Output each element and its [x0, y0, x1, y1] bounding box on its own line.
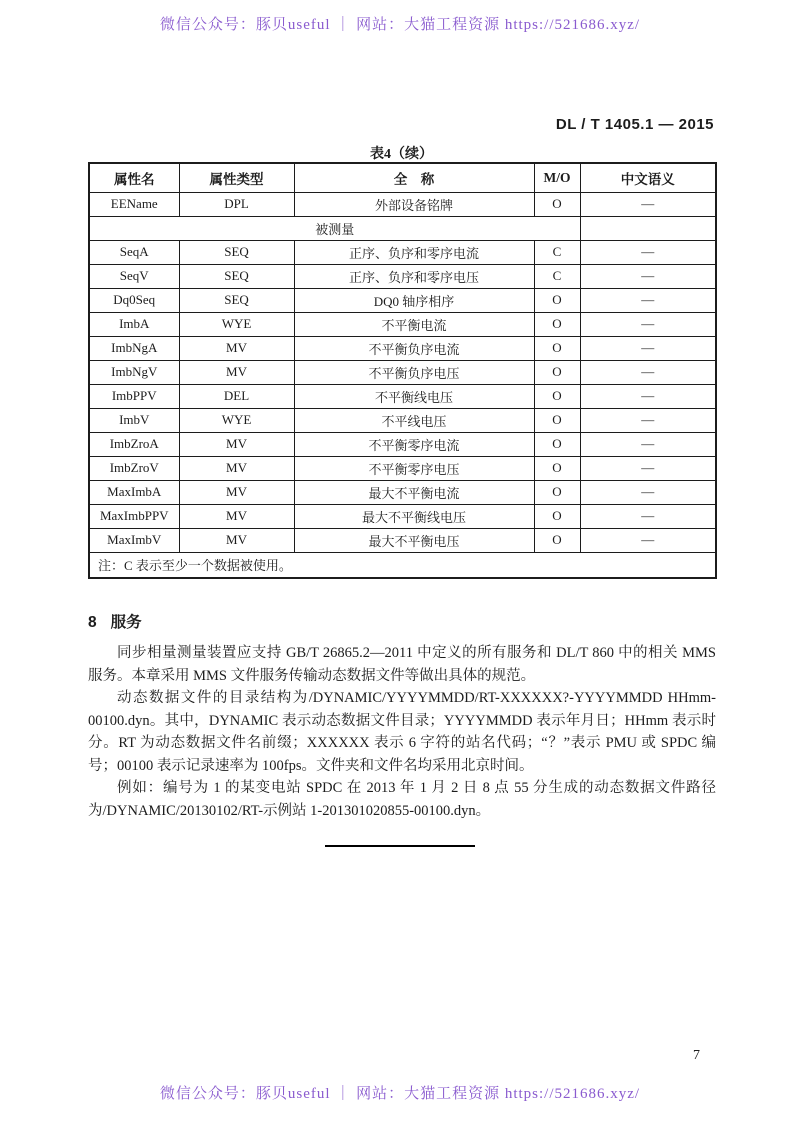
table-cell: WYE	[179, 408, 294, 432]
table-cell: 正序、负序和零序电压	[294, 264, 534, 288]
table-cell: ImbNgV	[89, 360, 179, 384]
table-row	[89, 528, 716, 552]
table-cell: —	[580, 528, 716, 552]
table-cell: —	[580, 384, 716, 408]
table-cell: C	[534, 240, 580, 264]
table-cell: ImbNgA	[89, 336, 179, 360]
table-cell: O	[534, 528, 580, 552]
table-row	[89, 456, 716, 480]
section-heading	[88, 610, 142, 632]
table-cell: O	[534, 432, 580, 456]
table-cell: 不平衡负序电流	[294, 336, 534, 360]
table-cell: 最大不平衡电流	[294, 480, 534, 504]
table-cell: O	[534, 456, 580, 480]
table-cell: O	[534, 336, 580, 360]
table-cell: SeqA	[89, 240, 179, 264]
table-cell: ImbPPV	[89, 384, 179, 408]
table-row	[89, 312, 716, 336]
table-cell: MaxImbPPV	[89, 504, 179, 528]
group-row	[89, 216, 716, 240]
table-header-row	[89, 163, 716, 192]
table-cell: SEQ	[179, 240, 294, 264]
table-cell: 不平线电压	[294, 408, 534, 432]
table-cell: SEQ	[179, 264, 294, 288]
table-cell: 不平衡零序电流	[294, 432, 534, 456]
table-cell: 最大不平衡线电压	[294, 504, 534, 528]
column-header: M/O	[534, 163, 580, 192]
table-cell: —	[580, 336, 716, 360]
column-header: 属性类型	[179, 163, 294, 192]
doc-number: DL / T 1405.1 — 2015	[555, 116, 714, 133]
table-cell: ImbZroA	[89, 432, 179, 456]
column-header: 全 称	[294, 163, 534, 192]
table-cell: 正序、负序和零序电流	[294, 240, 534, 264]
column-header: 中文语义	[580, 163, 716, 192]
table-cell: MV	[179, 504, 294, 528]
group-label-cell: 被测量	[89, 216, 580, 240]
watermark-bottom: 微信公众号：豚贝useful ｜ 网站：大猫工程资源 https://521686.xyz/	[159, 1086, 641, 1102]
table-cell: —	[580, 432, 716, 456]
table-cell: 不平衡零序电压	[294, 456, 534, 480]
paragraph: 动态数据文件的目录结构为/DYNAMIC/YYYYMMDD/RT-XXXXXX?-YYYYMMDD HHmm-00100.dyn。其中，DYNAMIC 表示动态数据文件目录；YYYYMMDD 表示年月日；HHmm 表示时分。RT 为动态数据文件名前缀；XXXXXX 表示 6 字符的站名代码；“？”表示 PMU 或 SPDC 编号；00100 表示记录速率为 100fps。文件夹和文件名均采用北京时间。	[88, 690, 716, 774]
table-cell: MV	[179, 456, 294, 480]
note-row	[89, 552, 716, 578]
table-cell: —	[580, 240, 716, 264]
table-cell: —	[580, 360, 716, 384]
table-cell: 不平衡负序电压	[294, 360, 534, 384]
empty-cell	[580, 216, 716, 240]
table-row	[89, 432, 716, 456]
watermark-top: 微信公众号：豚贝useful ｜ 网站：大猫工程资源 https://521686.xyz/	[159, 17, 641, 33]
table-cell: MV	[179, 528, 294, 552]
attribute-table	[88, 162, 717, 579]
table-row	[89, 240, 716, 264]
table-row	[89, 264, 716, 288]
table-cell: MV	[179, 432, 294, 456]
table-cell: MaxImbV	[89, 528, 179, 552]
column-header: 属性名	[89, 163, 179, 192]
table-cell: O	[534, 384, 580, 408]
table-row	[89, 288, 716, 312]
table-cell: 外部设备铭牌	[294, 192, 534, 216]
table-cell: O	[534, 480, 580, 504]
table-cell: EEName	[89, 192, 179, 216]
table-row	[89, 408, 716, 432]
table-cell: —	[580, 456, 716, 480]
table-cell: O	[534, 288, 580, 312]
table-caption: 表4（续）	[370, 147, 433, 162]
table-cell: O	[534, 408, 580, 432]
table-cell: WYE	[179, 312, 294, 336]
section-number: 8	[88, 614, 97, 631]
body-paragraphs	[88, 642, 716, 822]
table-cell: MV	[179, 480, 294, 504]
table-cell: DQ0 轴序相序	[294, 288, 534, 312]
table-cell: —	[580, 312, 716, 336]
section-title: 服务	[110, 614, 142, 631]
table-cell: O	[534, 360, 580, 384]
table-cell: ImbV	[89, 408, 179, 432]
table-cell: C	[534, 264, 580, 288]
table-cell: —	[580, 264, 716, 288]
page-number: 7	[693, 1048, 700, 1063]
table-cell: MaxImbA	[89, 480, 179, 504]
table-cell: —	[580, 480, 716, 504]
table-cell: ImbZroV	[89, 456, 179, 480]
table-cell: —	[580, 504, 716, 528]
table-cell: O	[534, 504, 580, 528]
table-cell: Dq0Seq	[89, 288, 179, 312]
table-cell: SEQ	[179, 288, 294, 312]
table-cell: —	[580, 192, 716, 216]
table-cell: ImbA	[89, 312, 179, 336]
end-of-document-line	[325, 845, 475, 847]
table-cell: O	[534, 312, 580, 336]
paragraph: 同步相量测量装置应支持 GB/T 26865.2—2011 中定义的所有服务和 DL/T 860 中的相关 MMS 服务。本章采用 MMS 文件服务传输动态数据文件等做出具体的规范。	[88, 645, 716, 684]
paragraph: 例如：编号为 1 的某变电站 SPDC 在 2013 年 1 月 2 日 8 点 55 分生成的动态数据文件路径为/DYNAMIC/20130102/RT-示例站 1-201301020855-00100.dyn。	[88, 780, 716, 819]
table-cell: 不平衡电流	[294, 312, 534, 336]
table-row	[89, 384, 716, 408]
table-cell: SeqV	[89, 264, 179, 288]
table-cell: 不平衡线电压	[294, 384, 534, 408]
table-row	[89, 336, 716, 360]
table-cell: DPL	[179, 192, 294, 216]
table-cell: MV	[179, 336, 294, 360]
table-cell: DEL	[179, 384, 294, 408]
table-row	[89, 504, 716, 528]
table-cell: —	[580, 288, 716, 312]
table-row	[89, 360, 716, 384]
table-cell: O	[534, 192, 580, 216]
table-note: 注：C 表示至少一个数据被使用。	[89, 552, 716, 578]
table-row	[89, 192, 716, 216]
table-row	[89, 480, 716, 504]
table-cell: MV	[179, 360, 294, 384]
table-cell: —	[580, 408, 716, 432]
table-cell: 最大不平衡电压	[294, 528, 534, 552]
